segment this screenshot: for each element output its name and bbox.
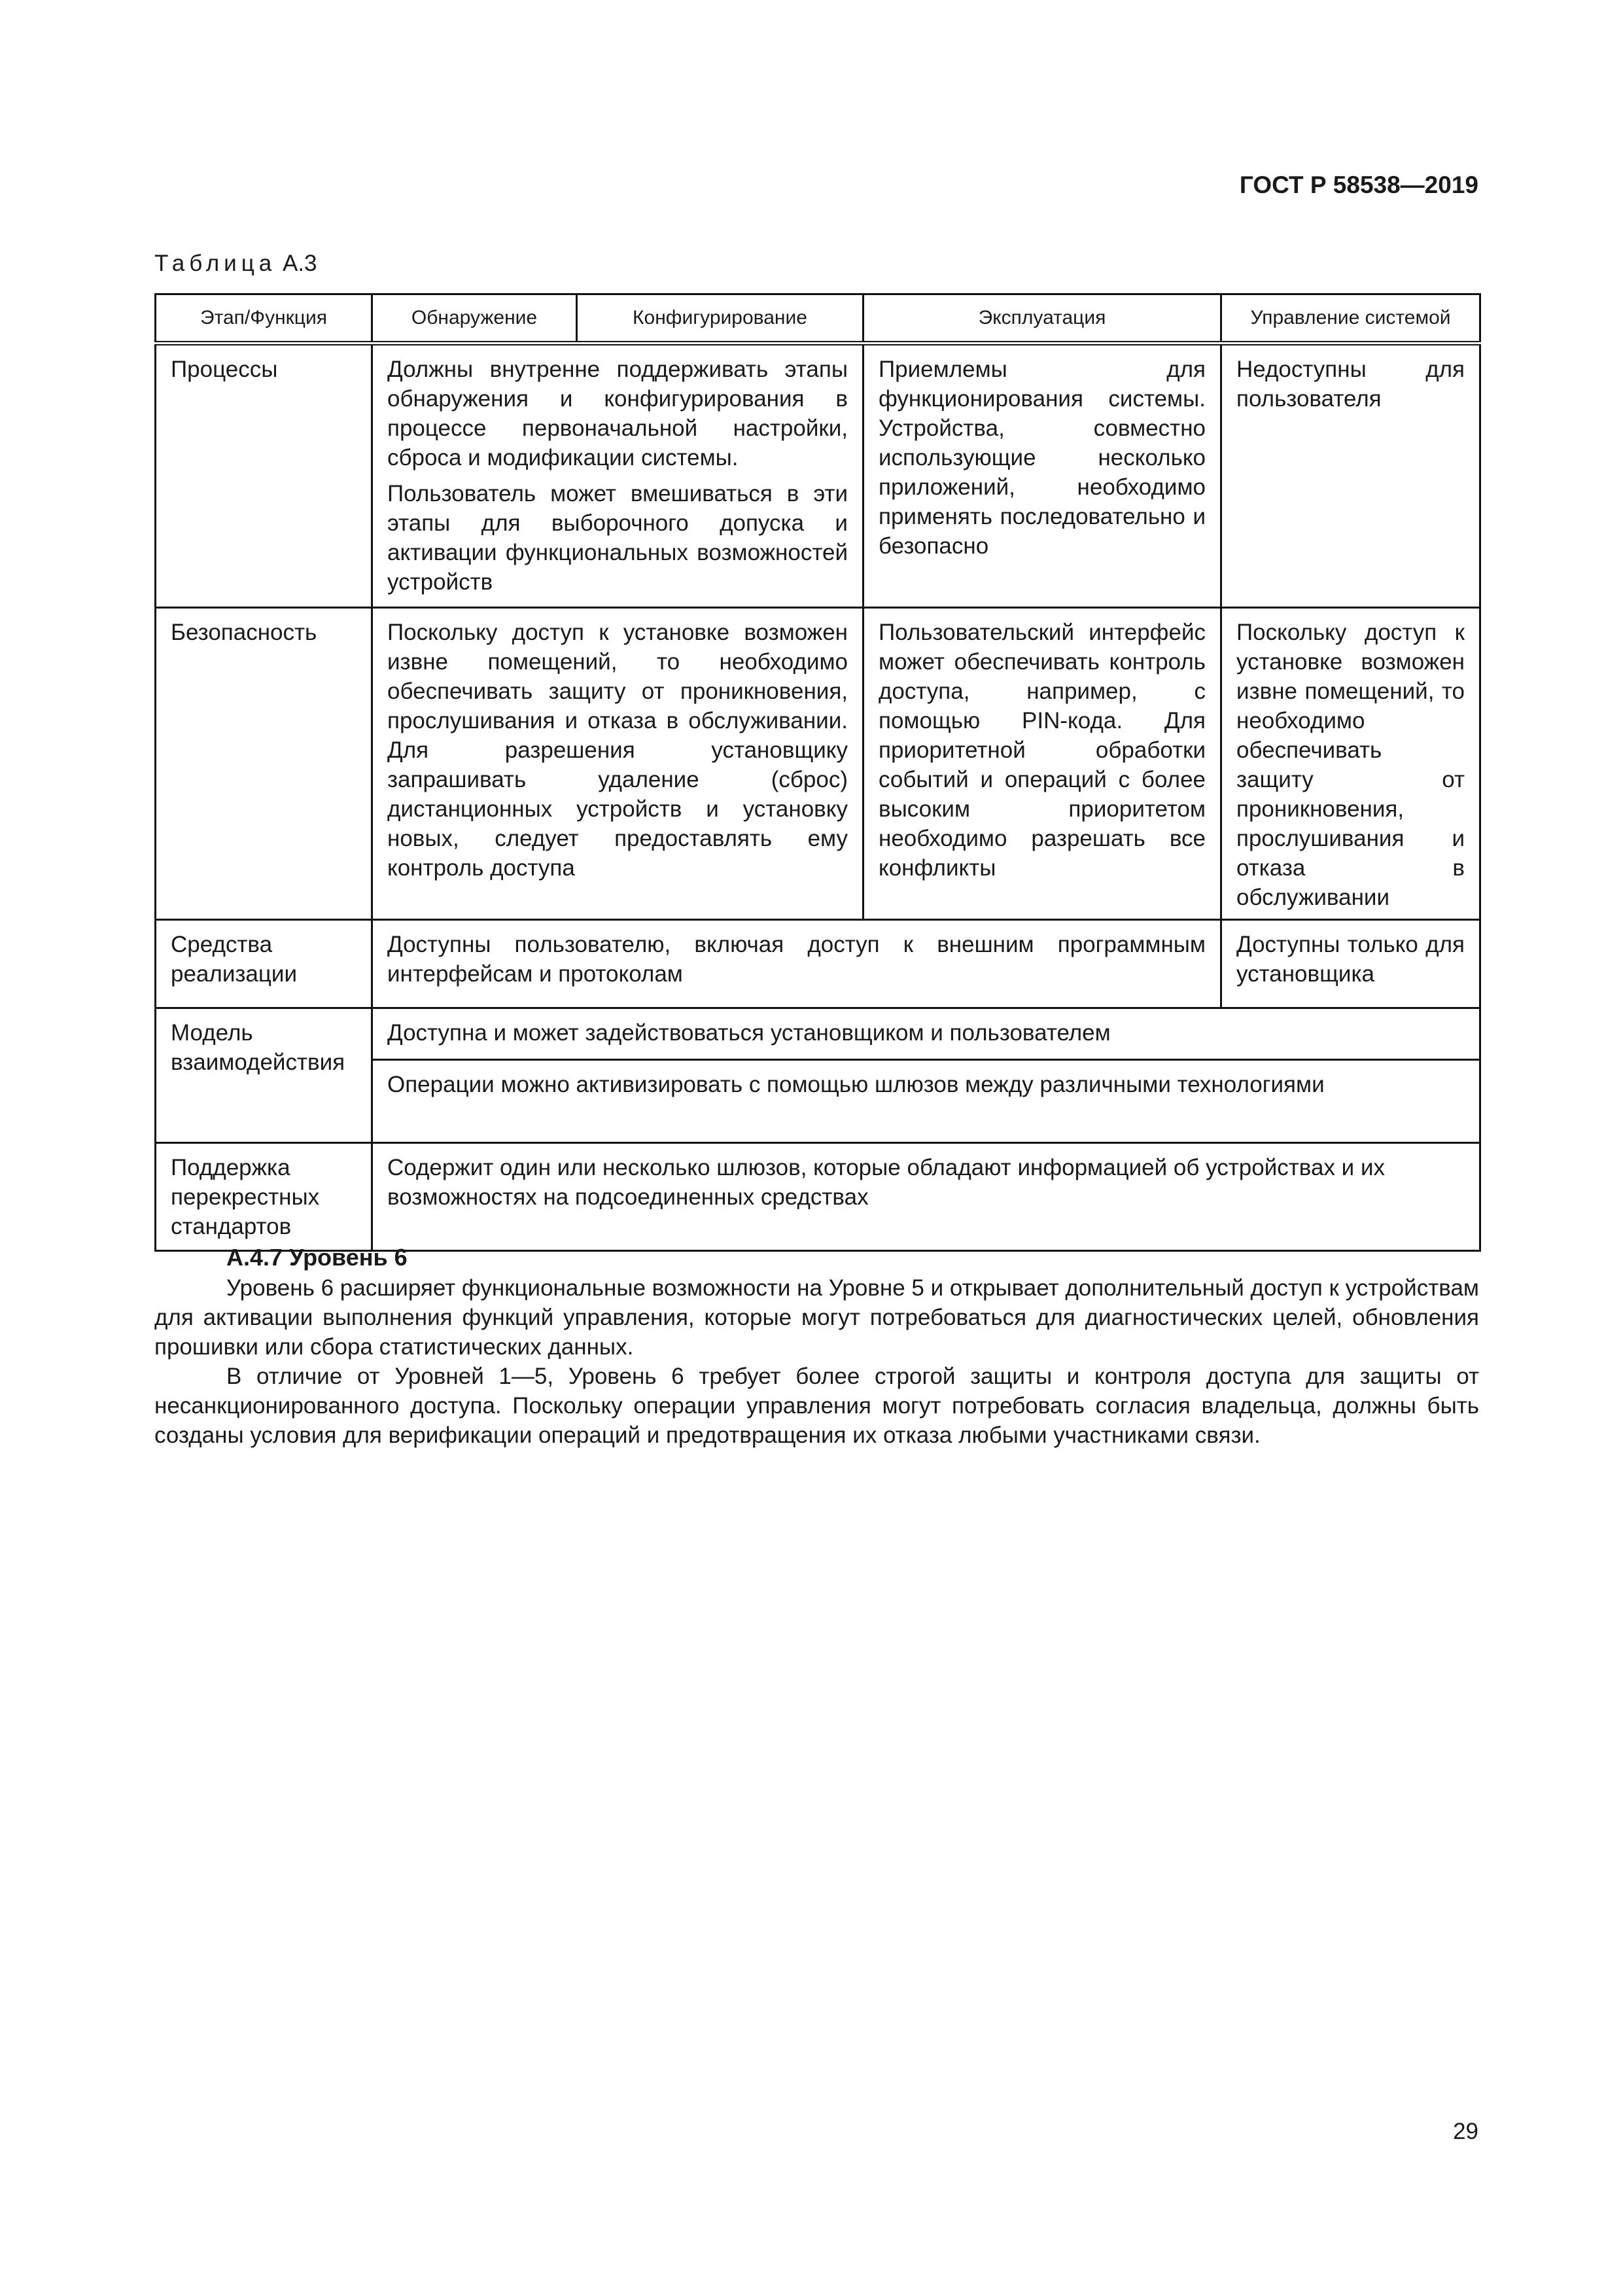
cell-security-discovery-config: Поскольку доступ к установке возможен извне помещений, то необходимо обеспечивать защиту от проникновения, прослушивания и отказа в обслуживании. Для разрешения установщику запрашивать удаление (сброс) дистанционных устройств и установку новых, следует предоставлять ему контроль доступа: [372, 608, 864, 920]
column-header-discovery: Обнаружение: [372, 294, 577, 344]
column-header-system-management: Управление системой: [1221, 294, 1480, 344]
page-number: 29: [1453, 2119, 1478, 2144]
section-paragraph-1: Уровень 6 расширяет функциональные возможности на Уровне 5 и открывает дополнительный доступ к устройствам для активации выполнения функций управления, которые могут потребоваться для диагностических целей, обновления прошивки или сбора статистических данных.: [154, 1275, 1479, 1360]
cell-processes-operation: Приемлемы для функционирования системы. Устройства, совместно использующие несколько приложений, необходимо применять последовательно и безопасно: [864, 344, 1221, 608]
column-header-stage: Этап/Функция: [156, 294, 372, 344]
cell-processes-paragraph-1: Должны внутренне поддерживать этапы обнаружения и конфигурирования в процессе первоначальной настройки, сброса и модификации системы.: [387, 357, 848, 470]
cell-means-management: Доступны только для установщика: [1221, 920, 1480, 1008]
table-caption: [154, 251, 317, 277]
cell-processes-paragraph-2: Пользователь может вмешиваться в эти этапы для выборочного допуска и активации функциональных возможностей устройств: [387, 481, 848, 595]
table-row-security: [156, 608, 1480, 920]
column-header-operation: Эксплуатация: [864, 294, 1221, 344]
section-title: А.4.7 Уровень 6: [226, 1244, 408, 1271]
table-a3: [154, 293, 1481, 1252]
table-row-model: [156, 1008, 1480, 1060]
row-label-security: Безопасность: [156, 608, 372, 920]
cell-means-value: Доступны пользователю, включая доступ к внешним программным интерфейсам и протоколам: [372, 920, 1221, 1008]
cell-security-operation: Пользовательский интерфейс может обеспечивать контроль доступа, например, с помощью PIN-кода. Для приоритетной обработки событий и операций с более высоким приоритетом необходимо разрешать все конфликты: [864, 608, 1221, 920]
row-label-processes: Процессы: [156, 344, 372, 608]
cell-security-management: Поскольку доступ к установке возможен извне помещений, то необходимо обеспечивать защиту от проникновения, прослушивания и отказа в обслуживании: [1221, 608, 1480, 920]
row-label-model: Модель взаимодействия: [156, 1008, 372, 1143]
row-label-means: Средства реализации: [156, 920, 372, 1008]
column-header-configuration: Конфигурирование: [577, 294, 864, 344]
section-paragraph-2: В отличие от Уровней 1—5, Уровень 6 требует более строгой защиты и контроля доступа для защиты от несанкционированного доступа. Поскольку операции управления могут потребовать согласия владельца, должны быть созданы условия для верификации операций и предотвращения их отказа любыми участниками связи.: [154, 1364, 1479, 1448]
cell-processes-management: Недоступны для пользователя: [1221, 344, 1480, 608]
table-caption-number: А.3: [282, 251, 317, 276]
row-label-support: Поддержка перекрестных стандартов: [156, 1143, 372, 1251]
table-caption-word: Таблица: [154, 251, 277, 276]
table-header-row: [156, 294, 1480, 344]
table-row-means: [156, 920, 1480, 1008]
document-standard-number: ГОСТ Р 58538—2019: [1239, 171, 1478, 198]
cell-model-value-b: Операции можно активизировать с помощью шлюзов между различными технологиями: [372, 1060, 1480, 1143]
cell-model-value-a: Доступна и может задействоваться установщиком и пользователем: [372, 1008, 1480, 1060]
table-row-support: [156, 1143, 1480, 1251]
table-row-processes: [156, 344, 1480, 608]
cell-support-value: Содержит один или несколько шлюзов, которые обладают информацией об устройствах и их возможностях на подсоединенных средствах: [372, 1143, 1480, 1251]
cell-processes-discovery-config: [372, 344, 864, 608]
section-a47: [154, 1242, 1479, 1450]
